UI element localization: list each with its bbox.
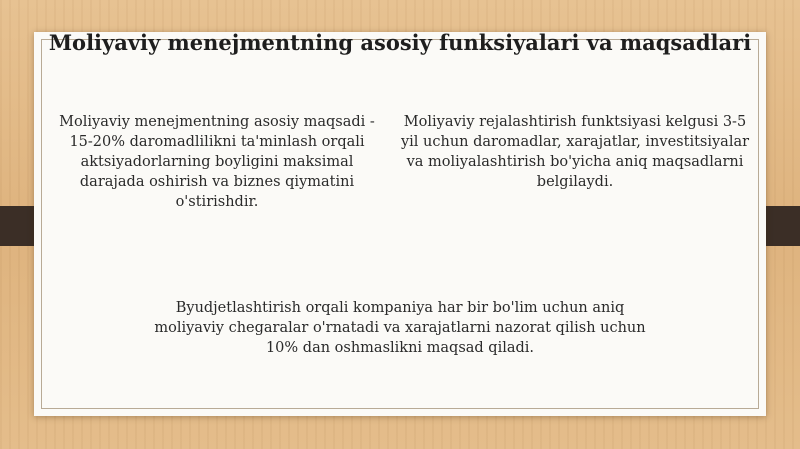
slide-title: Moliyaviy menejmentning asosiy funksiyalari va maqsadlari: [48, 30, 752, 55]
slide-card: [34, 32, 766, 416]
text-block-budgeting: Byudjetlashtirish orqali kompaniya har bir bo'lim uchun aniq moliyaviy chegaralar o'rnatadi va xarajatlarni nazorat qilish uchun 10% dan oshmaslikni maqsad qiladi.: [154, 300, 646, 356]
text-block-financial-goal: Moliyaviy menejmentning asosiy maqsadi - 15-20% daromadlilikni ta'minlash orqali aktsiyadorlarning boyligini maksimal darajada oshirish va biznes qiymatini o'stirishdir.: [59, 114, 375, 210]
text-block-financial-planning: Moliyaviy rejalashtirish funktsiyasi kelgusi 3-5 yil uchun daromadlar, xarajatlar, investitsiyalar va moliyalashtirish bo'yicha aniq maqsadlarni belgilaydi.: [400, 114, 750, 190]
